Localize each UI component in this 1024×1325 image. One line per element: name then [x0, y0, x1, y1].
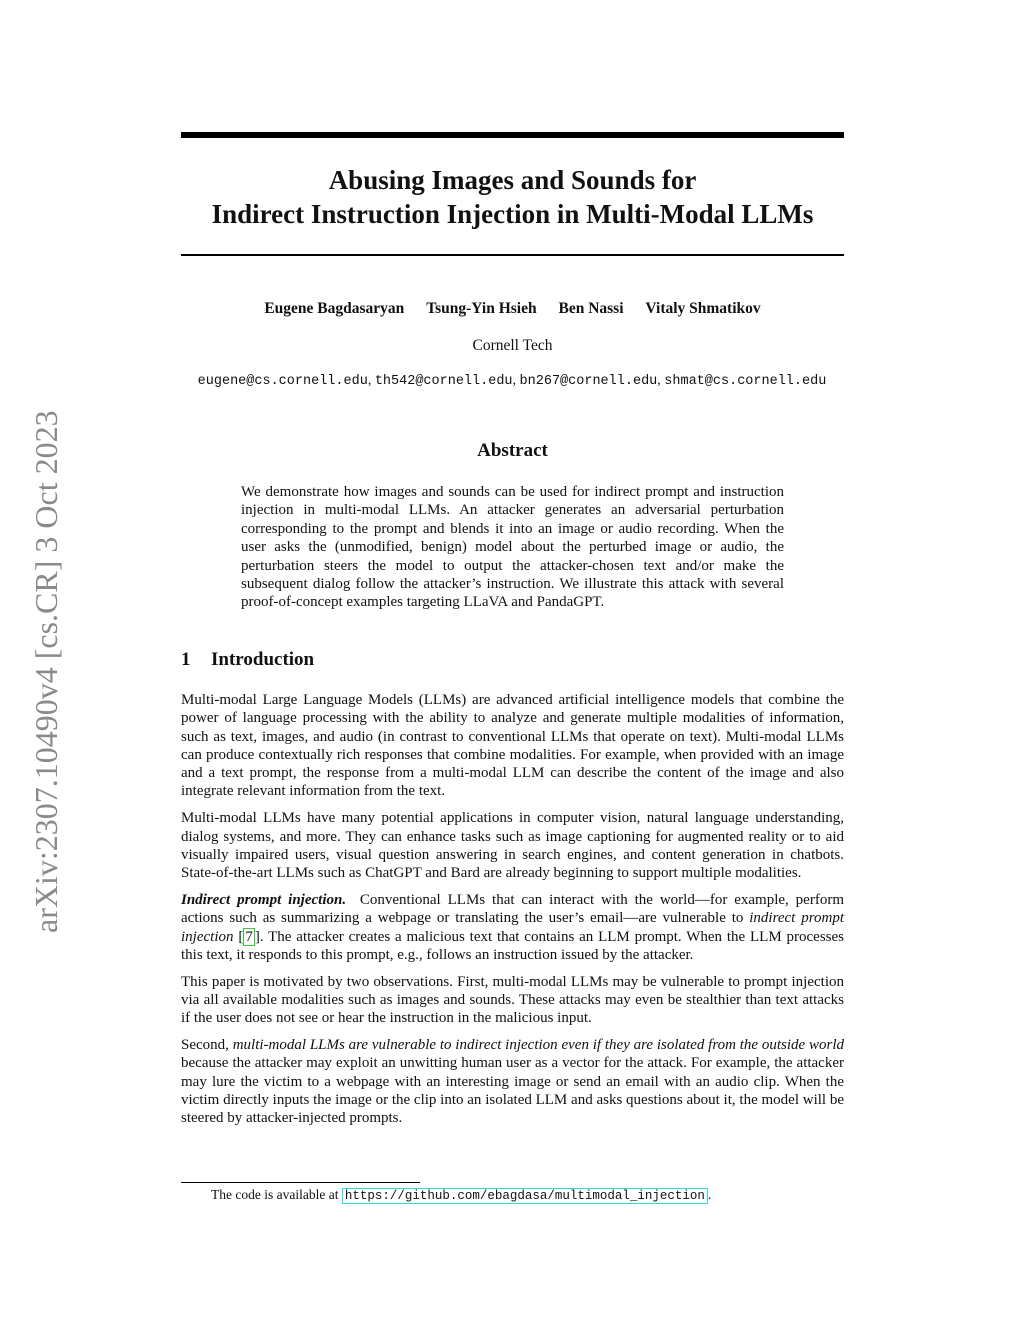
author-2: Tsung-Yin Hsieh — [426, 300, 537, 317]
abstract-heading: Abstract — [477, 440, 548, 461]
author-list — [181, 300, 844, 318]
intro-paragraph-1: Multi-modal Large Language Models (LLMs) are advanced artificial intelligence models that combine the power of language processing with the ability to analyze and generate multiple modalities of information, such as text, images, and audio (in contrast to conventional LLMs that operate on text). Multi-modal LLMs can produce contextually rich responses that combine modalities. For example, when provided with an image and a text prompt, the response from a multi-modal LLM can describe the content of the image and also integrate relevant information from the text. — [181, 692, 844, 800]
p3-text-b: . The attacker creates a malicious text that contains an LLM prompt. When the LLM processes this text, it responds to this prompt, e.g., follows an instruction issued by the attacker. — [181, 928, 844, 963]
section-number: 1 — [181, 649, 191, 670]
title-line-2: Indirect Instruction Injection in Multi-Modal LLMs — [211, 199, 814, 229]
abstract-text: We demonstrate how images and sounds can be used for indirect prompt and instruction injection in multi-modal LLMs. An attacker generates an adversarial perturbation corresponding to the prompt and blends it into an image or audio recording. When the user asks the (unmodified, benign) model about the perturbed image or audio, the perturbation steers the model to output the attacker-chosen text and/or make the subsequent dialog follow the attacker’s instruction. We illustrate this attack with several proof-of-concept examples targeting LLaVA and PandaGPT. — [241, 484, 784, 611]
citation-link[interactable]: 7 — [245, 928, 253, 945]
p3-text-a: Conventional LLMs that can interact with the world—for example, perform actions such as summarizing a webpage or translating the user’s email—are vulnerable to — [181, 891, 844, 927]
affiliation: Cornell Tech — [472, 337, 553, 354]
email-4: shmat@cs.cornell.edu — [664, 374, 827, 389]
intro-paragraph-2: Multi-modal LLMs have many potential applications in computer vision, natural language understanding, dialog systems, and more. They can enhance tasks such as image captioning for augmented reality or to aid visually impaired users, visual question answering in search engines, and content generation in chatbots. State-of-the-art LLMs such as ChatGPT and Bard are already beginning to support multiple modalities. — [181, 810, 844, 882]
arxiv-sidebar-stamp: arXiv:2307.10490v4 [cs.CR] 3 Oct 2023 — [28, 410, 64, 933]
p5-lead: Second, — [181, 1037, 229, 1054]
title-line-1: Abusing Images and Sounds for — [328, 165, 697, 195]
footnote-rule — [181, 1182, 420, 1183]
title-bottom-rule — [181, 254, 844, 256]
title-top-rule — [181, 132, 844, 138]
p5-italic-claim: multi-modal LLMs are vulnerable to indirect injection even if they are isolated from the outside world — [232, 1037, 844, 1054]
email-list: eugene@cs.cornell.edu, th542@cornell.edu, bn267@cornell.edu, shmat@cs.cornell.edu — [197, 373, 827, 389]
footnote — [211, 1187, 711, 1203]
author-3: Ben Nassi — [558, 300, 624, 317]
p5-rest: because the attacker may exploit an unwitting human user as a vector for the attack. For example, the attacker may lure the victim to a webpage with an interesting image or send an email with an audio clip. When the victim directly inputs the image or the clip into an isolated LLM and asks questions about it, the model will be steered by attacker-injected prompts. — [181, 1055, 844, 1127]
intro-paragraph-3: Indirect prompt injection. Conventional LLMs that can interact with the world—for example, perform actions such as summarizing a webpage or translating the user’s email—are vulnerable to indirect prompt injection [ 7 ]. The attacker creates a malicious text that contains an LLM prompt. When the LLM processes this text, it responds to this prompt, e.g., follows an instruction issued by the attacker. — [181, 891, 844, 963]
email-2: th542@cornell.edu — [374, 374, 513, 389]
p3-italic-term: indirect prompt injection — [181, 910, 844, 945]
section-title: Introduction — [211, 649, 315, 670]
footnote-text: The code is available at — [211, 1187, 339, 1202]
section-heading-introduction — [181, 649, 314, 671]
runin-heading-indirect-prompt-injection: Indirect prompt injection. — [181, 891, 347, 908]
intro-paragraph-4: This paper is motivated by two observations. First, multi-modal LLMs may be vulnerable to prompt injection via all available modalities such as images and sounds. These attacks may even be stealthier than text attacks if the user does not see or hear the instruction in the malicious input. — [181, 973, 844, 1027]
email-1: eugene@cs.cornell.edu — [197, 374, 368, 389]
author-1: Eugene Bagdasaryan — [264, 300, 405, 317]
author-4: Vitaly Shmatikov — [645, 300, 761, 317]
footnote-end: . — [707, 1187, 712, 1202]
intro-paragraph-5 — [181, 1036, 844, 1127]
email-3: bn267@cornell.edu — [519, 374, 658, 389]
github-link[interactable]: https://github.com/ebagdasa/multimodal_injection — [342, 1188, 708, 1204]
introduction-body — [181, 691, 844, 1136]
paper-title — [181, 163, 844, 231]
